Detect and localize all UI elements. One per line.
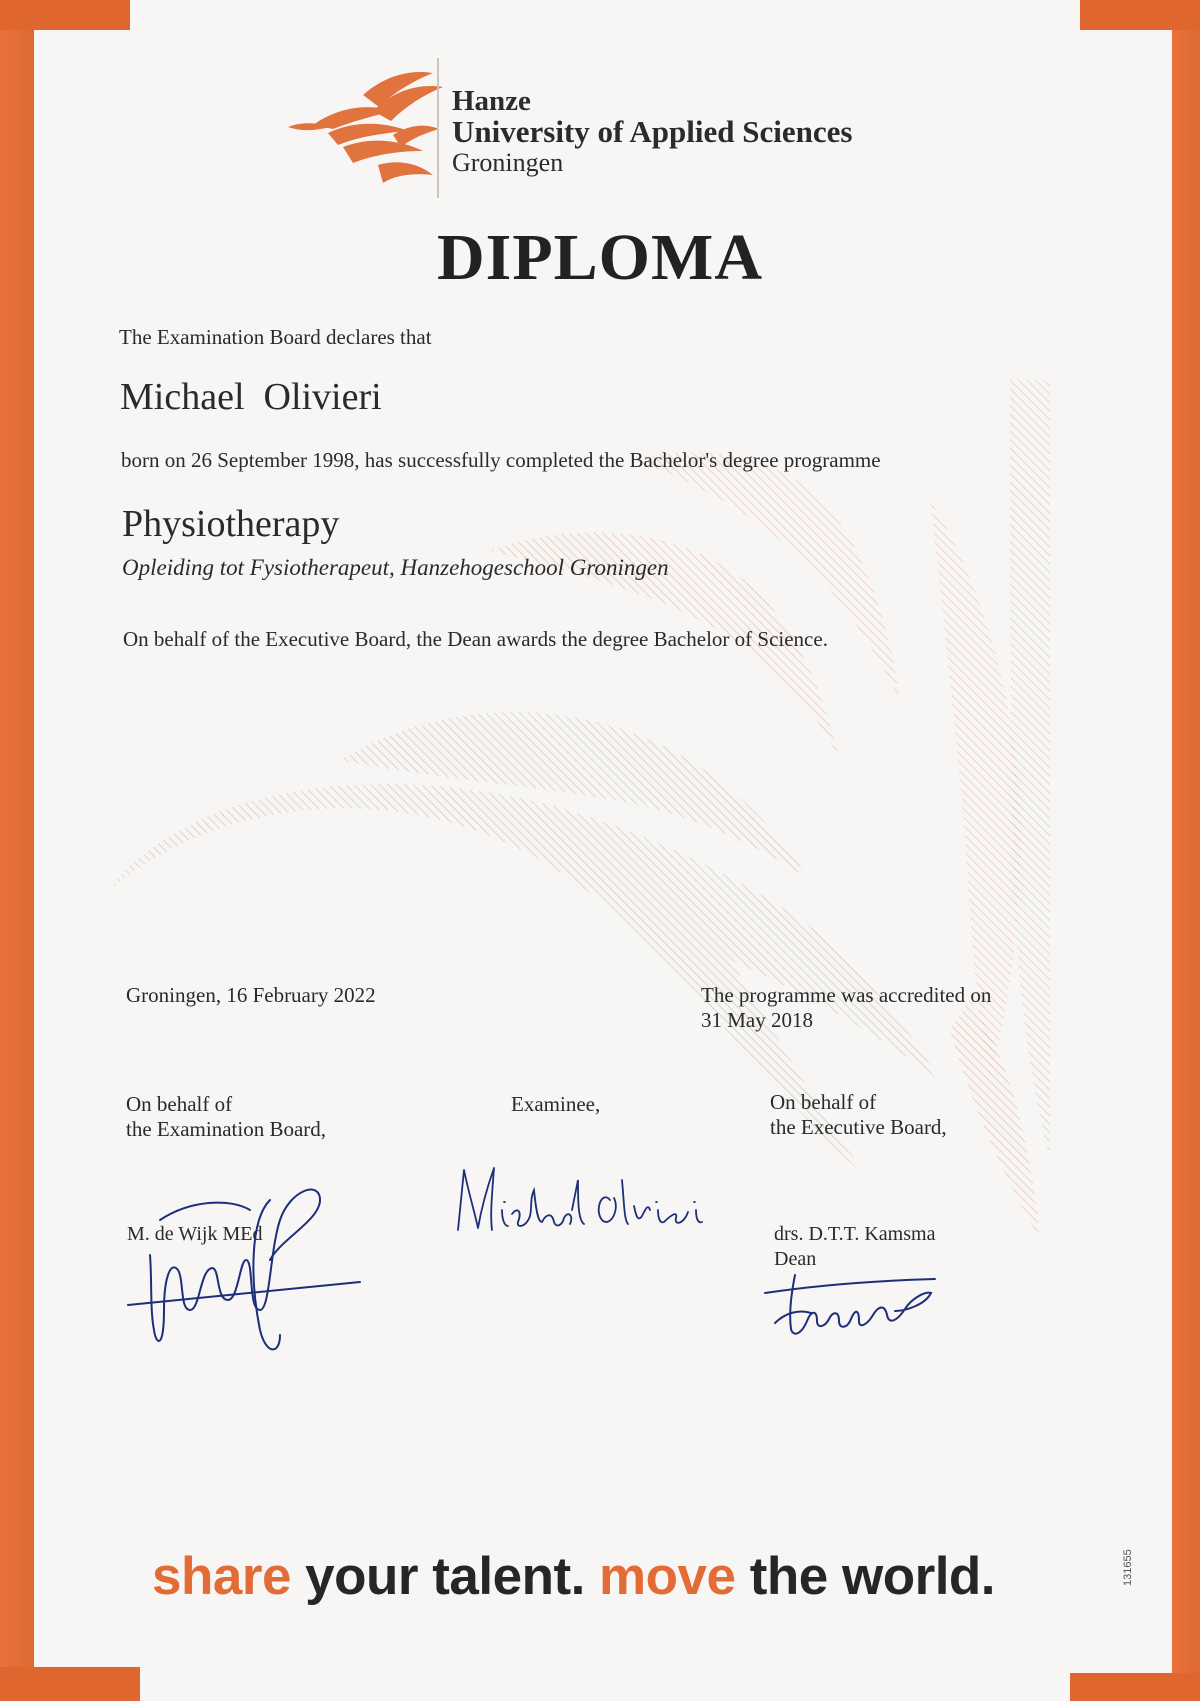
top-right-corner <box>1080 0 1200 30</box>
executive-board-line-1: On behalf of <box>770 1090 877 1114</box>
award-statement: On behalf of the Executive Board, the Dean awards the degree Bachelor of Science. <box>123 627 828 651</box>
examinee-label: Examinee, <box>511 1092 601 1116</box>
hanze-flame-logo-icon <box>283 55 463 205</box>
examination-board-label <box>126 1092 326 1142</box>
examination-board-signer: M. de Wijk MEd <box>127 1223 263 1245</box>
executive-board-signature <box>755 1265 955 1345</box>
examination-board-line-1: On behalf of <box>126 1092 233 1116</box>
birth-completion-text: born on 26 September 1998, has successfully completed the Bachelor's degree programme <box>121 448 881 472</box>
executive-board-label <box>770 1090 947 1140</box>
institution-line-3: Groningen <box>452 147 564 177</box>
diploma-title: DIPLOMA <box>437 221 763 294</box>
slogan-part-2: your talent. <box>290 1547 585 1606</box>
programme-dutch-name: Opleiding tot Fysiotherapeut, Hanzehogeschool Groningen <box>122 555 669 580</box>
top-left-corner <box>0 0 130 30</box>
accreditation-date: 31 May 2018 <box>701 1008 813 1033</box>
serial-number: 131655 <box>1122 1549 1134 1586</box>
place-and-date: Groningen, 16 February 2022 <box>126 983 376 1007</box>
graduate-name: Michael Olivieri <box>120 376 382 418</box>
slogan-part-3: move <box>584 1547 736 1606</box>
declaration-text: The Examination Board declares that <box>119 325 432 349</box>
examinee-signature <box>438 1150 728 1250</box>
institution-line-1: Hanze <box>452 85 531 117</box>
institution-line-2: University of Applied Sciences <box>452 114 853 150</box>
accreditation-line-1: The programme was accredited on <box>701 983 992 1007</box>
executive-board-signer-role: Dean <box>774 1248 817 1270</box>
slogan-part-1: share <box>152 1547 291 1606</box>
executive-board-signer-name: drs. D.T.T. Kamsma <box>774 1223 936 1245</box>
examination-board-signature <box>120 1160 410 1360</box>
accreditation-statement <box>701 983 991 1033</box>
slogan-part-4: the world. <box>735 1547 996 1606</box>
programme-name: Physiotherapy <box>122 503 340 545</box>
examination-board-line-2: the Examination Board, <box>126 1117 327 1142</box>
slogan <box>152 1546 1082 1607</box>
bottom-left-corner <box>0 1667 140 1701</box>
logo-divider <box>437 58 439 198</box>
institution-name <box>452 86 852 176</box>
bottom-right-corner <box>1070 1673 1200 1701</box>
executive-board-line-2: the Executive Board, <box>770 1115 947 1140</box>
